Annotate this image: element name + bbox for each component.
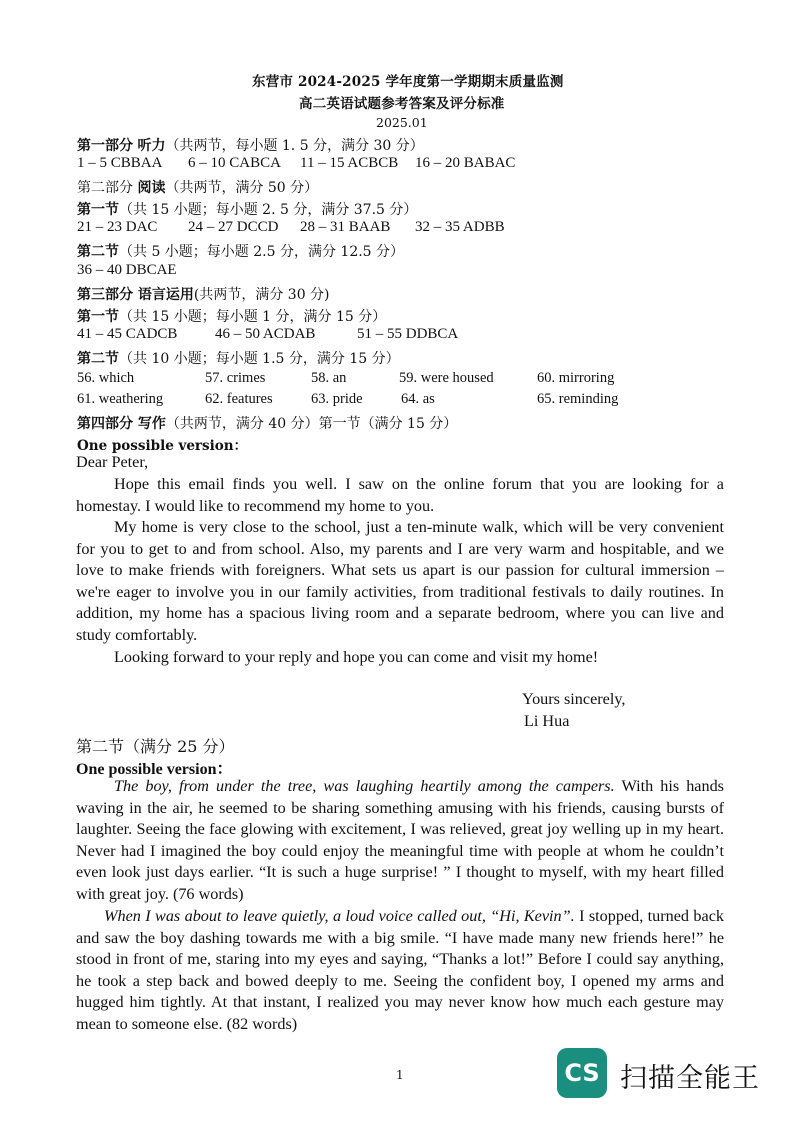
section-label: 第二节 bbox=[77, 244, 119, 260]
section-label: 第二节 bbox=[77, 351, 119, 367]
section-detail: （共 15 小题；每小题 2. 5 分，满分 37.5 分） bbox=[119, 202, 418, 218]
part3-answer: 51 – 55 DDBCA bbox=[357, 326, 459, 342]
document-date: 2025.01 bbox=[376, 115, 428, 130]
part2-section1-heading bbox=[77, 199, 417, 219]
vocab-answer: 59. were housed bbox=[399, 370, 494, 386]
part4-heading-detail: （共两节，满分 40 分）第一节（满分 15 分） bbox=[165, 416, 458, 432]
part2-answer: 21 – 23 DAC bbox=[77, 219, 158, 235]
section-detail: （共 10 小题；每小题 1.5 分，满分 15 分） bbox=[119, 351, 400, 367]
vocab-answer: 65. reminding bbox=[537, 391, 619, 407]
camscanner-logo: CS bbox=[557, 1048, 607, 1098]
part1-answer: 16 – 20 BABAC bbox=[415, 155, 516, 171]
story-prompt-sentence: When I was about to leave quietly, a loud voice called out, “Hi, Kevin”. bbox=[104, 907, 575, 925]
story-continuation: I stopped, turned back and saw the boy dashing towards me with a big smile. “I have made many new friends here!” he stood in front of me, staring into my eyes and saying, “Thanks a lot!” Before I could say anything, he took a step back and bowed deeply to me. Seeing the confident boy, I opened my arms and hugged him tightly. At that instant, I realized you may never know how much each gesture may mean to someone else. (82 words) bbox=[76, 907, 724, 1033]
part2-answer: 28 – 31 BAAB bbox=[300, 219, 391, 235]
section-label: 第一节 bbox=[77, 309, 119, 325]
document-title: 东营市 2024-2025 学年度第一学期期末质量监测 bbox=[252, 74, 564, 90]
story-paragraph bbox=[76, 776, 724, 906]
vocab-answer: 56. which bbox=[77, 370, 135, 386]
part1-heading-label: 第一部分 bbox=[77, 138, 133, 154]
part2-heading-detail: （共两节，满分 50 分） bbox=[165, 180, 319, 196]
part2-heading-label: 第二部分 bbox=[77, 180, 133, 196]
section2-heading: 第二节（满分 25 分） bbox=[76, 737, 235, 756]
part2-answer: 36 – 40 DBCAE bbox=[77, 262, 177, 278]
part2-answer: 32 – 35 ADBB bbox=[415, 219, 505, 235]
part2-heading bbox=[77, 177, 318, 197]
part3-answer: 41 – 45 CADCB bbox=[77, 326, 178, 342]
vocab-answer: 57. crimes bbox=[205, 370, 266, 386]
part2-answer: 24 – 27 DCCD bbox=[188, 219, 279, 235]
part1-heading-detail: （共两节，每小题 1. 5 分，满分 30 分） bbox=[165, 138, 424, 154]
camscanner-name: 扫描全能王 bbox=[620, 1063, 760, 1094]
story-prompt-sentence: The boy, from under the tree, was laughing heartily among the campers. bbox=[114, 777, 615, 795]
part1-answer: 6 – 10 CABCA bbox=[188, 155, 281, 171]
letter-paragraph: My home is very close to the school, just a ten-minute walk, which will be very convenient for you to get to and from school. Also, my parents and I are very warm and hospitable, and we love to make friends with foreigners. What sets us apart is our passion for cultural immersion – we're eager to involve you in our family activities, from traditional festivals to daily routines. In addition, my home has a spacious living room and a separate bedroom, where you can live and study comfortably. bbox=[76, 518, 724, 644]
document-subtitle: 高二英语试题参考答案及评分标准 bbox=[299, 96, 505, 112]
part3-section1-heading bbox=[77, 306, 386, 326]
version-label: One possible version： bbox=[76, 761, 233, 778]
vocab-answer: 63. pride bbox=[311, 391, 363, 407]
page-number: 1 bbox=[396, 1068, 404, 1082]
part1-answer: 1 – 5 CBBAA bbox=[77, 155, 163, 171]
part3-heading bbox=[77, 284, 330, 304]
vocab-answer: 60. mirroring bbox=[537, 370, 615, 386]
part3-answer: 46 – 50 ACDAB bbox=[215, 326, 316, 342]
section-label: 第一节 bbox=[77, 202, 119, 218]
letter-closing: Yours sincerely, bbox=[522, 690, 626, 708]
story-continuation: With his hands waving in the air, he seemed to be sharing something amusing with his friends, causing bursts of laughter. Seeing the face glowing with excitement, I was relieved, great joy welling up in my heart. Never had I imagined the boy could enjoy the meaningful time with people at whom he couldn’t even look just days earlier. “It is such a huge surprise! ” I thought to myself, with my heart filled with great joy. (76 words) bbox=[76, 777, 724, 903]
part4-heading-title: 第四部分 写作 bbox=[77, 416, 166, 432]
letter-greeting: Dear Peter, bbox=[76, 453, 149, 471]
vocab-answer: 62. features bbox=[205, 391, 273, 407]
part2-heading-title: 阅读 bbox=[137, 180, 166, 196]
part1-answer: 11 – 15 ACBCB bbox=[300, 155, 399, 171]
vocab-answer: 61. weathering bbox=[77, 391, 164, 407]
letter-paragraph: Hope this email finds you well. I saw on the online forum that you are looking for a homestay. I would like to recommend my home to you. bbox=[76, 475, 724, 515]
section-detail: （共 5 小题；每小题 2.5 分，满分 12.5 分） bbox=[119, 244, 405, 260]
part2-section2-heading bbox=[77, 241, 404, 261]
section-detail: （共 15 小题；每小题 1 分，满分 15 分） bbox=[119, 309, 387, 325]
part1-heading-title: 听力 bbox=[137, 138, 166, 154]
letter-signature: Li Hua bbox=[524, 712, 570, 730]
letter-paragraph: Looking forward to your reply and hope you can come and visit my home! bbox=[114, 648, 599, 666]
part3-heading-title: 第三部分 语言运用 bbox=[77, 287, 194, 303]
vocab-answer: 64. as bbox=[401, 391, 435, 407]
story-paragraph bbox=[76, 906, 724, 1036]
part4-heading bbox=[77, 413, 457, 433]
vocab-answer: 58. an bbox=[311, 370, 347, 386]
version-label: One possible version： bbox=[77, 438, 248, 454]
part3-heading-detail: (共两节，满分 30 分) bbox=[193, 287, 330, 303]
part1-heading bbox=[77, 135, 424, 155]
part3-section2-heading bbox=[77, 348, 400, 368]
